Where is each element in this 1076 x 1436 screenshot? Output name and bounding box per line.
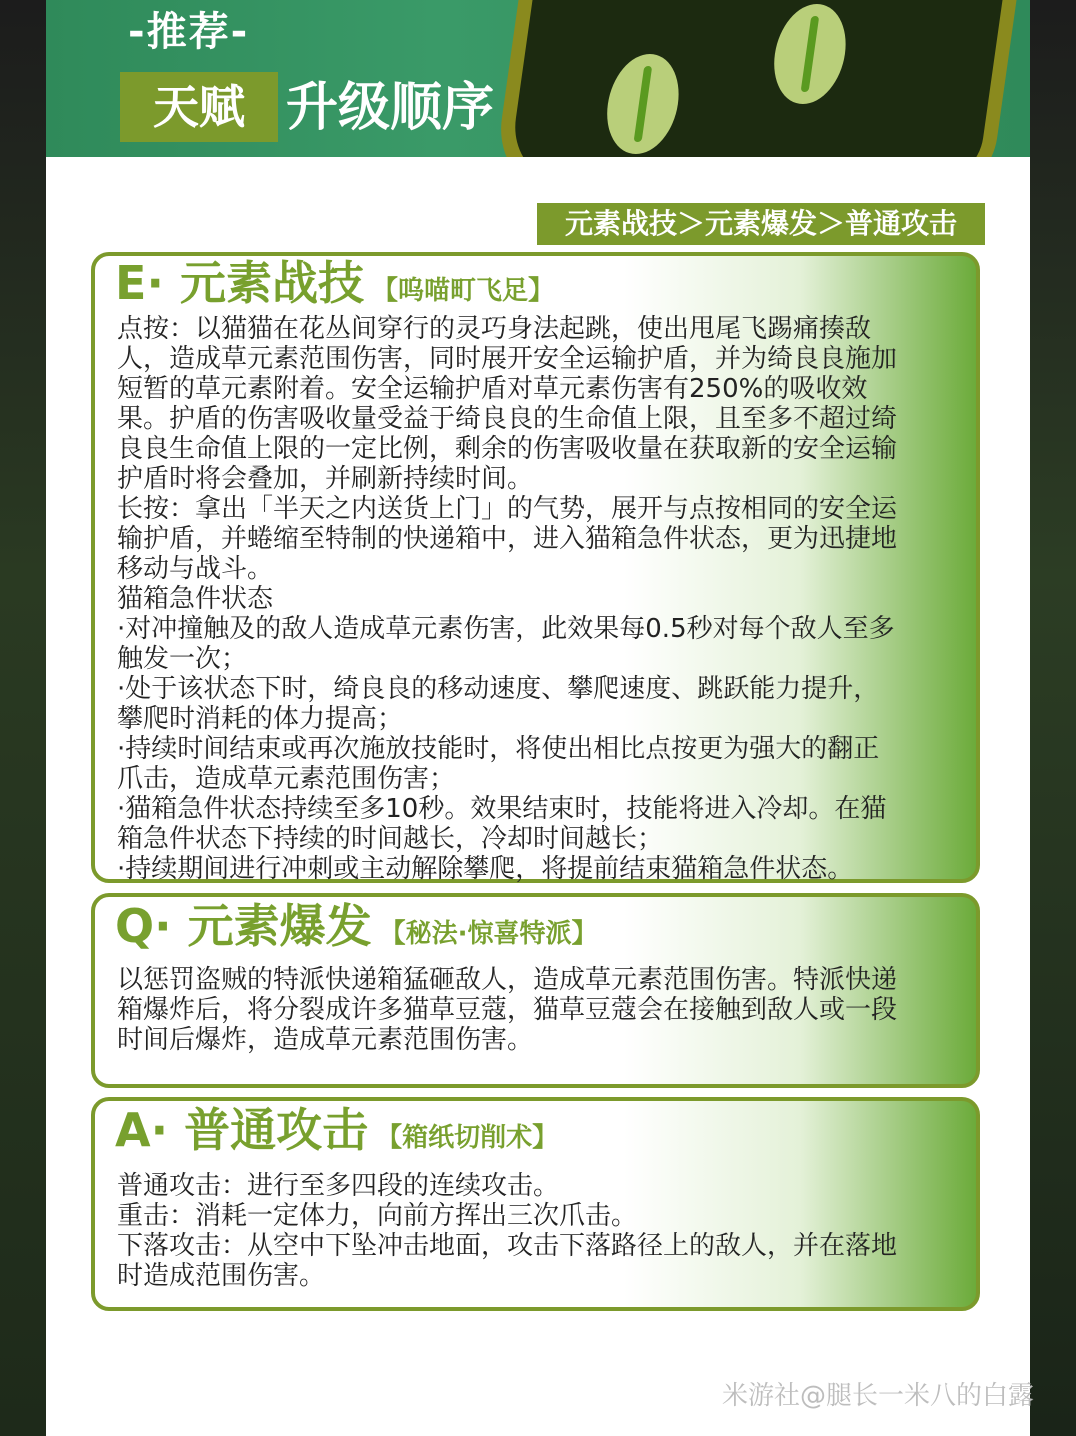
- upgrade-order-badge: 元素战技＞元素爆发＞普通攻击: [537, 203, 985, 245]
- talent-tag: 天赋: [120, 72, 278, 142]
- skill-key: E: [115, 256, 147, 310]
- skill-card-a: [91, 1097, 980, 1311]
- skill-description: [117, 965, 897, 1055]
- description-line: ·持续期间进行冲刺或主动解除攀爬，将提前结束猫箱急件状态。: [117, 854, 854, 884]
- description-line: 点按：以猫猫在花丛间穿行的灵巧身法起跳，使出甩尾飞踢痛揍敌: [117, 314, 872, 344]
- description-line: 箱爆炸后，将分裂成许多猫草豆蔻，猫草豆蔻会在接触到敌人或一段: [117, 995, 898, 1025]
- skill-name: 【呜喵町飞足】: [371, 276, 554, 306]
- description-line: 果。护盾的伤害吸收量受益于绮良良的生命值上限，且至多不超过绮: [117, 404, 898, 434]
- skill-card-e: [91, 252, 980, 883]
- description-line: 以惩罚盗贼的特派快递箱猛砸敌人，造成草元素范围伤害。特派快递: [117, 965, 898, 995]
- skill-dot: ·: [146, 256, 180, 310]
- skill-key: Q: [115, 899, 155, 953]
- skill-card-q: [91, 893, 980, 1088]
- description-line: ·猫箱急件状态持续至多10秒。效果结束时，技能将进入冷却。在猫: [117, 794, 887, 824]
- skill-description: [117, 1171, 897, 1291]
- description-line: 爪击，造成草元素范围伤害；: [117, 764, 456, 794]
- skill-type: 元素战技: [179, 256, 364, 310]
- skill-name: 【秘法·惊喜特派】: [379, 919, 598, 949]
- description-line: 攀爬时消耗的体力提高；: [117, 704, 404, 734]
- skill-name: 【箱纸切削术】: [376, 1123, 559, 1153]
- description-line: 移动与战斗。: [117, 554, 274, 584]
- talent-page: [46, 0, 1030, 1436]
- description-line: 下落攻击：从空中下坠冲击地面，攻击下落路径上的敌人，并在落地: [117, 1231, 898, 1261]
- description-line: 时造成范围伤害。: [117, 1261, 326, 1291]
- description-line: ·对冲撞触及的敌人造成草元素伤害，此效果每0.5秒对每个敌人至多: [117, 614, 895, 644]
- description-line: 猫箱急件状态: [117, 584, 274, 614]
- description-line: 护盾时将会叠加，并刷新持续时间。: [117, 464, 534, 494]
- skill-type: 普通攻击: [184, 1103, 369, 1157]
- description-line: 重击：消耗一定体力，向前方挥出三次爪击。: [117, 1201, 638, 1231]
- left-backdrop: [0, 0, 46, 1436]
- skill-description: [117, 314, 897, 884]
- description-line: 输护盾，并蜷缩至特制的快递箱中，进入猫箱急件状态，更为迅捷地: [117, 524, 898, 554]
- right-backdrop: [1030, 0, 1076, 1436]
- card-heading: [115, 901, 598, 951]
- cat-box-illustration: [491, 0, 1020, 157]
- description-line: 良良生命值上限的一定比例，剩余的伤害吸收量在获取新的安全运输: [117, 434, 898, 464]
- description-line: 长按：拿出「半天之内送货上门」的气势，展开与点按相同的安全运: [117, 494, 898, 524]
- description-line: 人，造成草元素范围伤害，同时展开安全运输护盾，并为绮良良施加: [117, 344, 898, 374]
- skill-dot: ·: [150, 1103, 185, 1157]
- description-line: 箱急件状态下持续的时间越长，冷却时间越长；: [117, 824, 664, 854]
- description-line: 触发一次；: [117, 644, 248, 674]
- recommend-label: -推荐-: [128, 9, 250, 55]
- card-heading: [115, 258, 554, 308]
- skill-dot: ·: [154, 899, 188, 953]
- description-line: ·持续时间结束或再次施放技能时，将使出相比点按更为强大的翻正: [117, 734, 880, 764]
- cat-eye-icon: [768, 4, 852, 104]
- description-line: 普通攻击：进行至多四段的连续攻击。: [117, 1171, 560, 1201]
- page-title: 升级顺序: [286, 78, 495, 138]
- card-heading: [115, 1105, 558, 1155]
- description-line: 时间后爆炸，造成草元素范围伤害。: [117, 1025, 534, 1055]
- skill-type: 元素爆发: [187, 899, 372, 953]
- cat-eye-icon: [601, 54, 685, 154]
- description-line: ·处于该状态下时，绮良良的移动速度、攀爬速度、跳跃能力提升，: [117, 674, 880, 704]
- header-banner: [46, 0, 1030, 157]
- watermark: 米游社@腿长一米八的白露: [722, 1381, 1035, 1411]
- skill-key: A: [115, 1103, 151, 1157]
- description-line: 短暂的草元素附着。安全运输护盾对草元素伤害有250%的吸收效: [117, 374, 868, 404]
